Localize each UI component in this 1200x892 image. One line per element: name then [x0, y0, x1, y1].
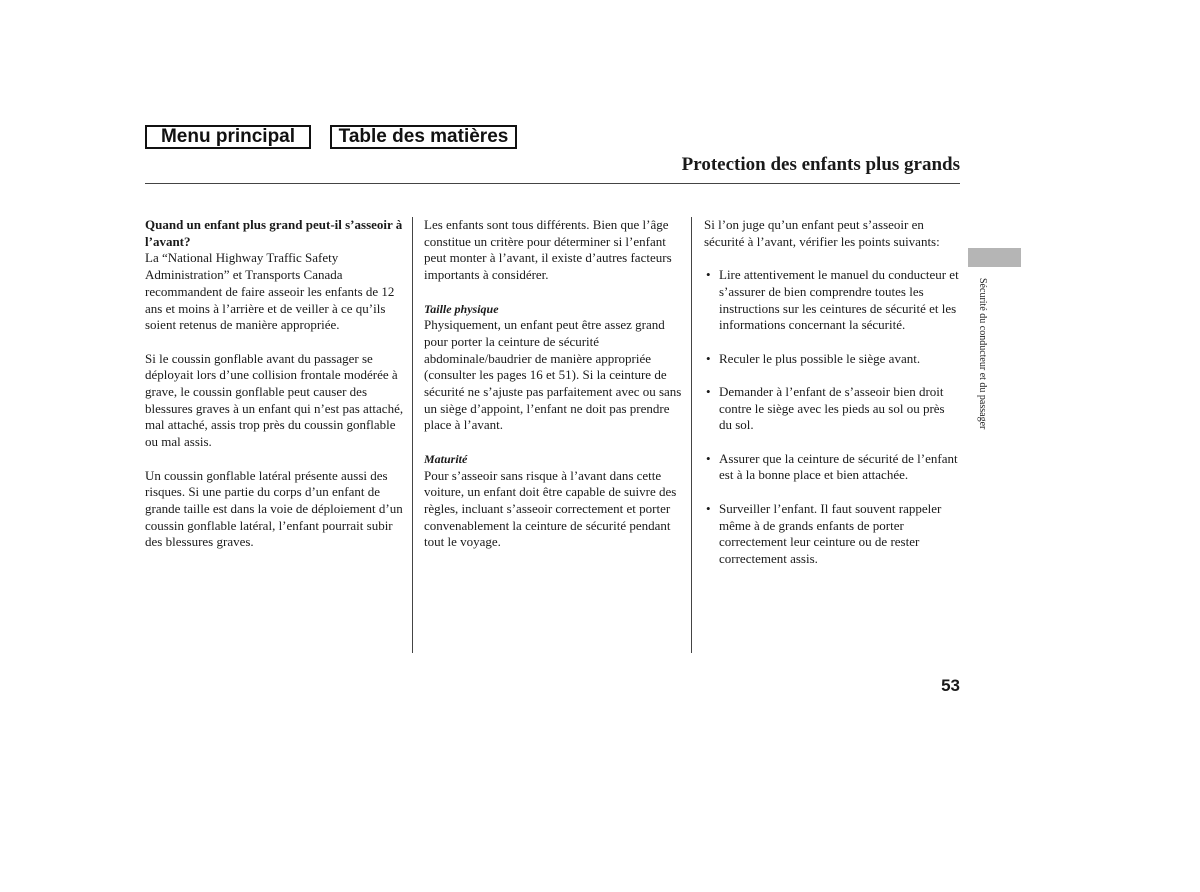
- subheading-maturity: Maturité: [424, 451, 468, 466]
- paragraph: Un coussin gonflable latéral présente aussi des risques. Si une partie du corps d’un enfant de grande taille est dans la voie de déploiement d’un coussin gonflable latéral, l’enfant pourrait subir des blessures graves.: [145, 467, 403, 550]
- list-item: • Reculer le plus possible le siège avant.: [704, 351, 960, 368]
- paragraph: Physiquement, un enfant peut être assez grand pour porter la ceinture de sécurité abdominale/baudrier de manière appropriée (consulter les pages 16 et 51). Si la ceinture de sécurité ne s’ajuste pas parfaitement avec ou sans un siège d’appoint, l’enfant ne doit pas prendre place à l’avant.: [424, 317, 682, 433]
- column-1: [145, 217, 407, 568]
- section-heading: Quand un enfant plus grand peut-il s’asseoir à l’avant?: [145, 217, 403, 249]
- paragraph: Pour s’asseoir sans risque à l’avant dans cette voiture, un enfant doit être capable de suivre des règles, incluant s’asseoir correctement et porter convenablement la ceinture de sécurité pendant tout le voyage.: [424, 467, 677, 550]
- list-item: • Surveiller l’enfant. Il faut souvent rappeler même à de grands enfants de porter correctement leur ceinture ou de rester correctement assis.: [704, 501, 960, 568]
- paragraph: Si l’on juge qu’un enfant peut s’asseoir en sécurité à l’avant, vérifier les points suivants:: [704, 217, 940, 249]
- paragraph: La “National Highway Traffic Safety Administration” et Transports Canada recommandent de faire asseoir les enfants de 12 ans et moins à l’arrière et de veiller à ce qu’ils soient retenus de manière appropriée.: [145, 250, 395, 333]
- subheading-physical-size: Taille physique: [424, 301, 499, 316]
- list-item: • Assurer que la ceinture de sécurité de l’enfant est à la bonne place et bien attachée.: [704, 451, 960, 484]
- column-3: [704, 217, 960, 584]
- list-item: • Lire attentivement le manuel du conducteur et s’assurer de bien comprendre toutes les instructions sur les ceintures de sécurité et les informations concernant la sécurité.: [704, 267, 960, 334]
- section-tab-marker: [968, 248, 1021, 267]
- column-divider: [412, 217, 413, 653]
- main-menu-button[interactable]: Menu principal: [145, 125, 311, 149]
- column-2: [424, 217, 682, 568]
- paragraph: Les enfants sont tous différents. Bien que l’âge constitue un critère pour déterminer si l’enfant peut monter à l’avant, il existe d’autres facteurs importants à considérer.: [424, 217, 672, 283]
- paragraph: Si le coussin gonflable avant du passager se déployait lors d’une collision frontale modérée à grave, le coussin gonflable peut causer des blessures graves à un enfant qui n’est pas attaché, mal attaché, assis trop près du coussin gonflable ou mal assis.: [145, 350, 404, 450]
- table-of-contents-button[interactable]: Table des matières: [330, 125, 517, 149]
- header-divider: [145, 183, 960, 184]
- column-divider: [691, 217, 692, 653]
- page-number: 53: [941, 676, 960, 695]
- section-side-label: Sécurité du conducteur et du passager: [977, 278, 988, 430]
- list-item: • Demander à l’enfant de s’asseoir bien droit contre le siège avec les pieds au sol ou près du sol.: [704, 384, 960, 434]
- checklist: [704, 267, 960, 568]
- page-title: Protection des enfants plus grands: [681, 154, 960, 175]
